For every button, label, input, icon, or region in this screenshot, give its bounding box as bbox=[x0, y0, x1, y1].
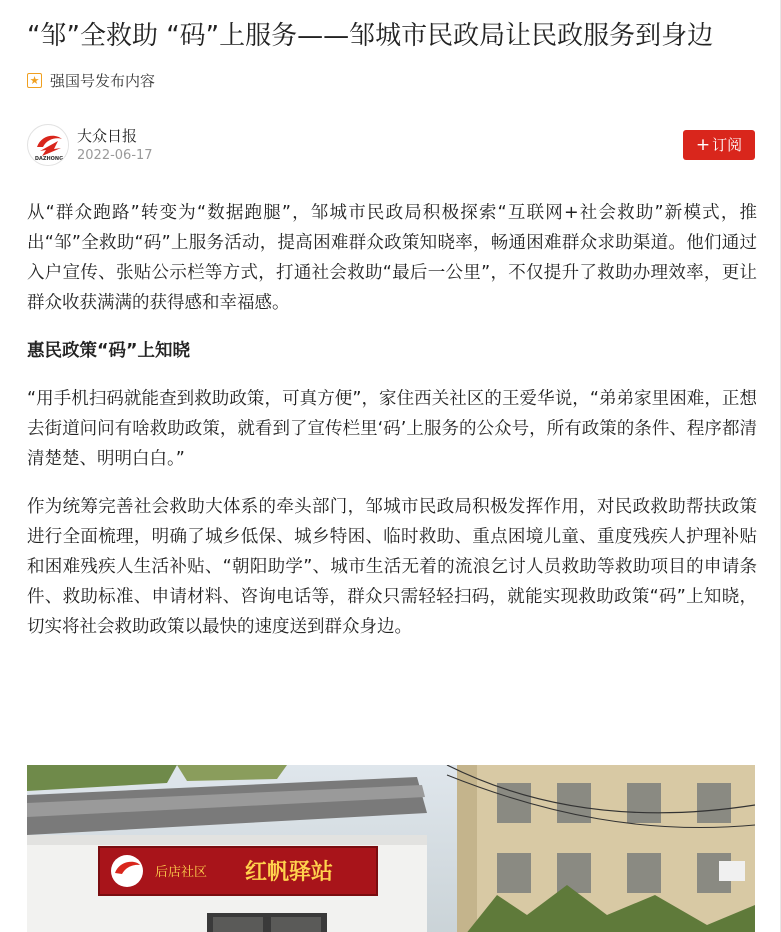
photo-sign-right: 红帆驿站 bbox=[245, 859, 334, 885]
photo-sign-left: 后店社区 bbox=[155, 865, 208, 880]
source-tag bbox=[27, 70, 155, 90]
paragraph-3: 作为统筹完善社会救助大体系的牵头部门，邹城市民政局积极发挥作用，对民政救助帮扶政策进行全面梳理，明确了城乡低保、城乡特困、临时救助、重点困境儿童、重度残疾人护理补贴和困难残疾人生活补贴、“朝阳助学”、城市生活无着的流浪乞讨人员救助等救助项目的申请条件、救助标准、申请材料、咨询电话等，群众只需轻轻扫码，就能实现救助政策“码”上知晓，切实将社会救助政策以最快的速度送到群众身边。 bbox=[27, 497, 757, 637]
paragraph-2: “用手机扫码就能查到救助政策，可真方便”，家住西关社区的王爱华说，“弟弟家里困难，正想去街道问问有啥救助政策，就看到了宣传栏里‘码’上服务的公众号，所有政策的条件、程序都清清楚楚、明明白白。” bbox=[27, 389, 757, 469]
article-title: “邹”全救助 “码”上服务——邹城市民政局让民政服务到身边 bbox=[27, 21, 714, 51]
source-tag-label: 强国号发布内容 bbox=[50, 71, 156, 90]
avatar[interactable] bbox=[27, 124, 69, 166]
article-photo[interactable] bbox=[27, 765, 755, 932]
subscribe-label: 订阅 bbox=[712, 136, 743, 154]
paragraph-1: 从“群众跑路”转变为“数据跑腿”，邹城市民政局积极探索“互联网+社会救助”新模式，推出“邹”全救助“码”上服务活动，提高困难群众政策知晓率，畅通困难群众求助渠道。他们通过入户宣传、张贴公示栏等方式，打通社会救助“最后一公里”，不仅提升了救助办理效率，更让群众收获满满的获得感和幸福感。 bbox=[27, 203, 757, 313]
subscribe-button[interactable] bbox=[683, 130, 755, 160]
author-row bbox=[27, 124, 755, 168]
section-heading: 惠民政策“码”上知晓 bbox=[27, 341, 191, 361]
article-body bbox=[27, 198, 757, 660]
publish-date: 2022-06-17 bbox=[77, 148, 153, 163]
dazhong-logo-icon bbox=[28, 125, 69, 166]
avatar-caption: DAZHONG bbox=[34, 156, 64, 162]
photo-illustration bbox=[27, 765, 755, 932]
plus-icon: + bbox=[695, 135, 711, 155]
star-badge-icon: ★ bbox=[27, 73, 42, 88]
author-name[interactable]: 大众日报 bbox=[77, 127, 138, 145]
